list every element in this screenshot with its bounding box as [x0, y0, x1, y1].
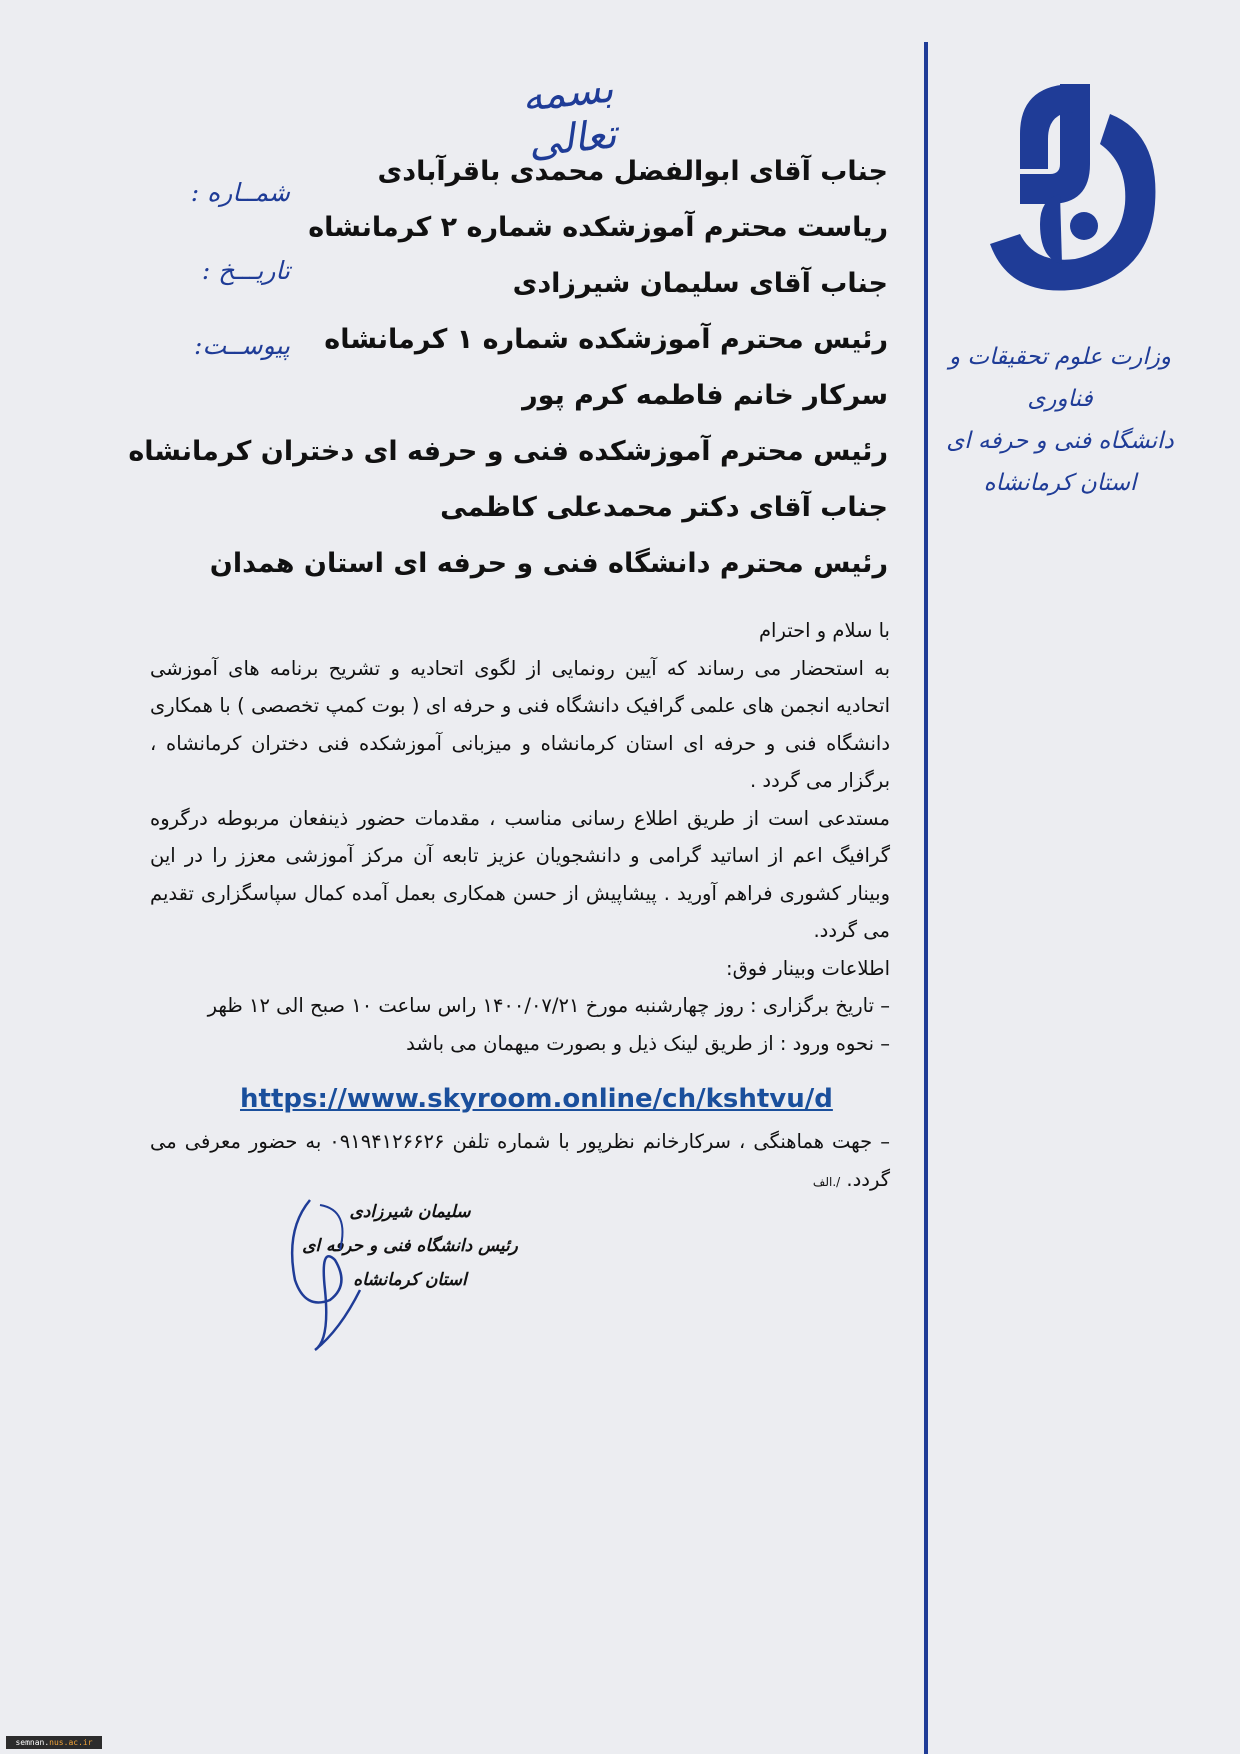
- closing-lines: [150, 1123, 890, 1201]
- addressee-line: رئیس محترم آموزشکده شماره ۱ کرمانشاه: [324, 324, 888, 355]
- attachment-label: پیوســت:: [194, 331, 290, 360]
- addressee-line: رئیس محترم دانشگاه فنی و حرفه ای استان همدان: [209, 548, 888, 579]
- date-line: – تاریخ برگزاری : روز چهارشنبه مورخ ۱۴۰۰/۰۷/۲۱ راس ساعت ۱۰ صبح الی ۱۲ ظهر: [207, 994, 890, 1017]
- reference-mark: /.الف: [812, 1174, 841, 1189]
- addressee-line: جناب آقای ابوالفضل محمدی باقرآبادی: [377, 156, 888, 187]
- greeting: با سلام و احترام: [758, 619, 890, 642]
- footer-watermark: semnan.nus.ac.ir: [6, 1736, 102, 1749]
- addressee-line: جناب آقای دکتر محمدعلی کاظمی: [440, 492, 888, 523]
- date-label: تاریـــخ :: [201, 256, 290, 285]
- signer-title: رئیس دانشگاه فنی و حرفه ای: [302, 1236, 518, 1256]
- signer-name: سلیمان شیرزادی: [349, 1202, 471, 1222]
- addressee-line: ریاست محترم آموزشکده شماره ۲ کرمانشاه: [308, 212, 888, 243]
- ministry-line: وزارت علوم تحقیقات و فناوری: [949, 344, 1171, 412]
- addressee-line: جناب آقای سلیمان شیرزادی: [512, 268, 888, 299]
- webinar-link[interactable]: https://www.skyroom.online/ch/kshtvu/d: [240, 1084, 833, 1114]
- signer-province: استان کرمانشاه: [353, 1270, 467, 1290]
- university-line: دانشگاه فنی و حرفه ای استان کرمانشاه: [946, 428, 1174, 496]
- body-paragraph: به استحضار می رساند که آیین رونمایی از لگوی اتحادیه و تشریح برنامه های آموزشی اتحادیه انجمن های علمی گرافیک دانشگاه فنی و حرفه ای ( بوت کمپ تخصصی ) با همکاری دانشگاه فنی و حرفه ای استان کرمانشاه و میزبانی آموزشکده فنی دختران کرمانشاه ، برگزار می گردد .: [150, 656, 890, 792]
- body-paragraph: مستدعی است از طریق اطلاع رسانی مناسب ، مقدمات حضور ذینفعان مربوطه درگروه گرافیگ اعم از اساتید گرامی و دانشجویان عزیز تابعه آن مرکز آموزشی معزز را در این وبینار کشوری فراهم آورید . پیشاپیش از حسن همکاری بعمل آمده کمال سپاسگزاری تقدیم می گردد.: [150, 806, 890, 942]
- addressee-line: سرکار خانم فاطمه کرم پور: [522, 380, 888, 411]
- addressee-line: رئیس محترم آموزشکده فنی و حرفه ای دختران کرمانشاه: [128, 436, 888, 467]
- bismillah-heading: بسمه تعالی: [519, 65, 619, 167]
- ministry-caption: [940, 336, 1180, 504]
- coordination-line: – جهت هماهنگی ، سرکارخانم نظرپور با شماره تلفن ۰۹۱۹۴۱۲۶۶۲۶ به حضور معرفی می گردد.: [150, 1130, 890, 1191]
- letter-body: [150, 612, 890, 1062]
- margin-rule: [924, 42, 928, 1754]
- signature-scribble-icon: [280, 1190, 420, 1360]
- entry-line: – نحوه ورود : از طریق لینک ذیل و بصورت میهمان می باشد: [406, 1031, 890, 1055]
- info-heading: اطلاعات وبینار فوق:: [726, 956, 890, 980]
- university-logo-icon: [980, 74, 1160, 304]
- number-label: شمــاره :: [190, 178, 290, 207]
